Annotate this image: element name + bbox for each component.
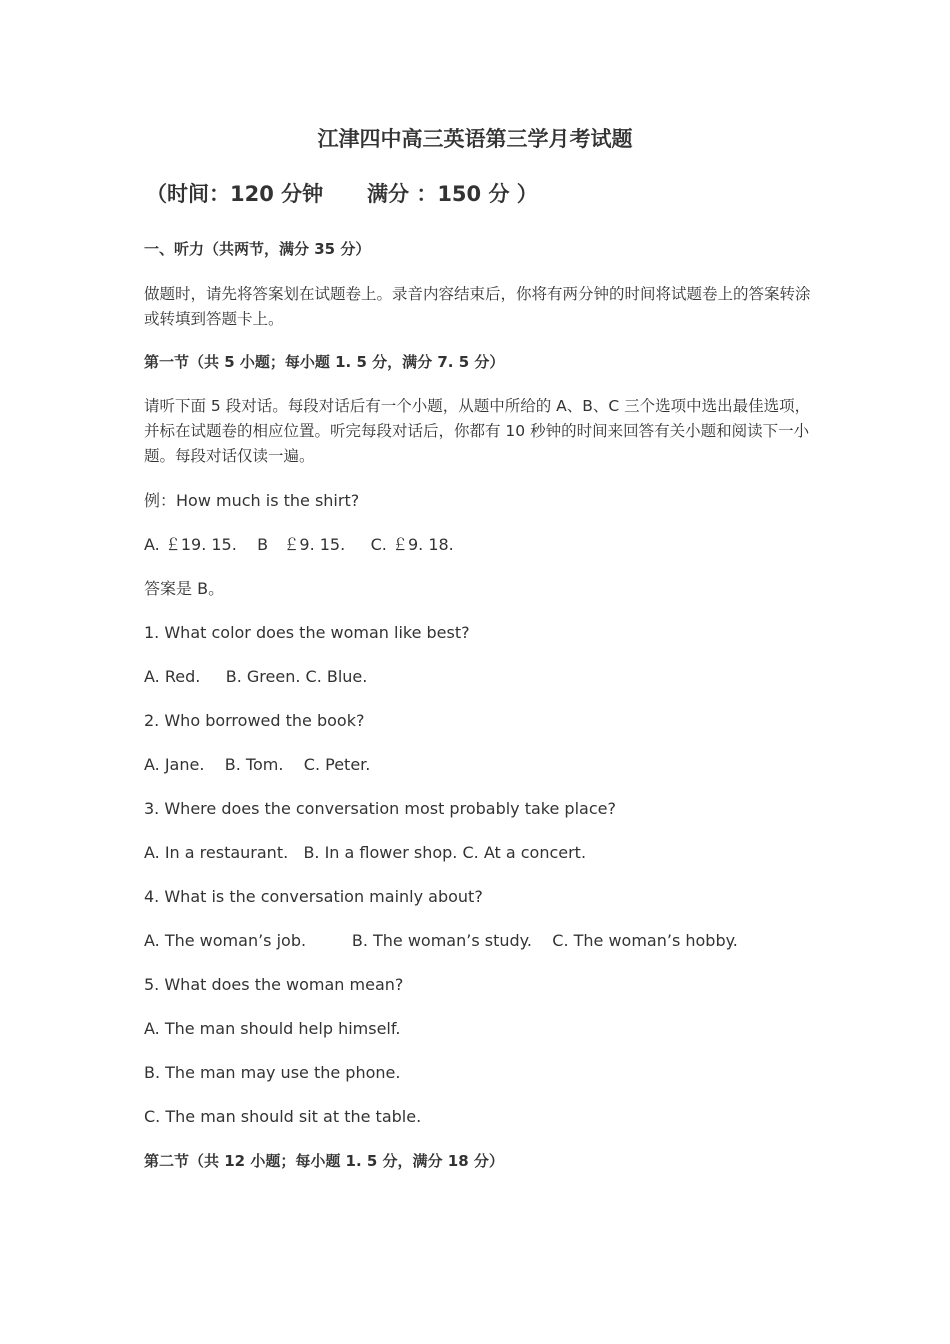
- part1-heading: 一、听力（共两节，满分 35 分）: [144, 240, 371, 258]
- question-3-options: A. In a restaurant. B. In a flower shop. C. At a concert.: [144, 843, 587, 862]
- question-5-option-b: B. The man may use the phone.: [144, 1063, 401, 1082]
- question-2: 2. Who borrowed the book?: [144, 711, 365, 730]
- example-answer: 答案是 B。: [144, 579, 225, 598]
- exam-subtitle: （时间：120 分钟 满分 ：150 分 ）: [146, 182, 538, 206]
- question-4: 4. What is the conversation mainly about?: [144, 887, 483, 906]
- question-4-options: A. The woman’s job. B. The woman’s study. C. The woman’s hobby.: [144, 931, 738, 950]
- section1-heading: 第一节（共 5 小题；每小题 1. 5 分，满分 7. 5 分）: [144, 353, 505, 371]
- question-1-options: A. Red. B. Green. C. Blue.: [144, 667, 368, 686]
- question-1: 1. What color does the woman like best?: [144, 623, 470, 642]
- exam-title: 江津四中高三英语第三学月考试题: [317, 126, 633, 151]
- question-3: 3. Where does the conversation most probably take place?: [144, 799, 616, 818]
- question-5-option-a: A. The man should help himself.: [144, 1019, 401, 1038]
- question-5-option-c: C. The man should sit at the table.: [144, 1107, 422, 1126]
- section2-heading: 第二节（共 12 小题；每小题 1. 5 分，满分 18 分）: [144, 1152, 504, 1170]
- example-options: A. ￡19. 15. B ￡9. 15. C. ￡9. 18.: [144, 535, 454, 554]
- question-2-options: A. Jane. B. Tom. C. Peter.: [144, 755, 371, 774]
- question-5: 5. What does the woman mean?: [144, 975, 404, 994]
- section1-instruction: 请听下面 5 段对话。每段对话后有一个小题，从题中所给的 A、B、C 三个选项中选出最佳选项，并标在试题卷的相应位置。听完每段对话后，你都有 10 秒钟的时间来回答有关小题和阅读下一小题。每段对话仅读一遍。: [144, 397, 811, 465]
- part1-instruction: 做题时，请先将答案划在试题卷上。录音内容结束后，你将有两分钟的时间将试题卷上的答案转涂或转填到答题卡上。: [144, 285, 811, 328]
- example-question: 例：How much is the shirt?: [144, 491, 360, 510]
